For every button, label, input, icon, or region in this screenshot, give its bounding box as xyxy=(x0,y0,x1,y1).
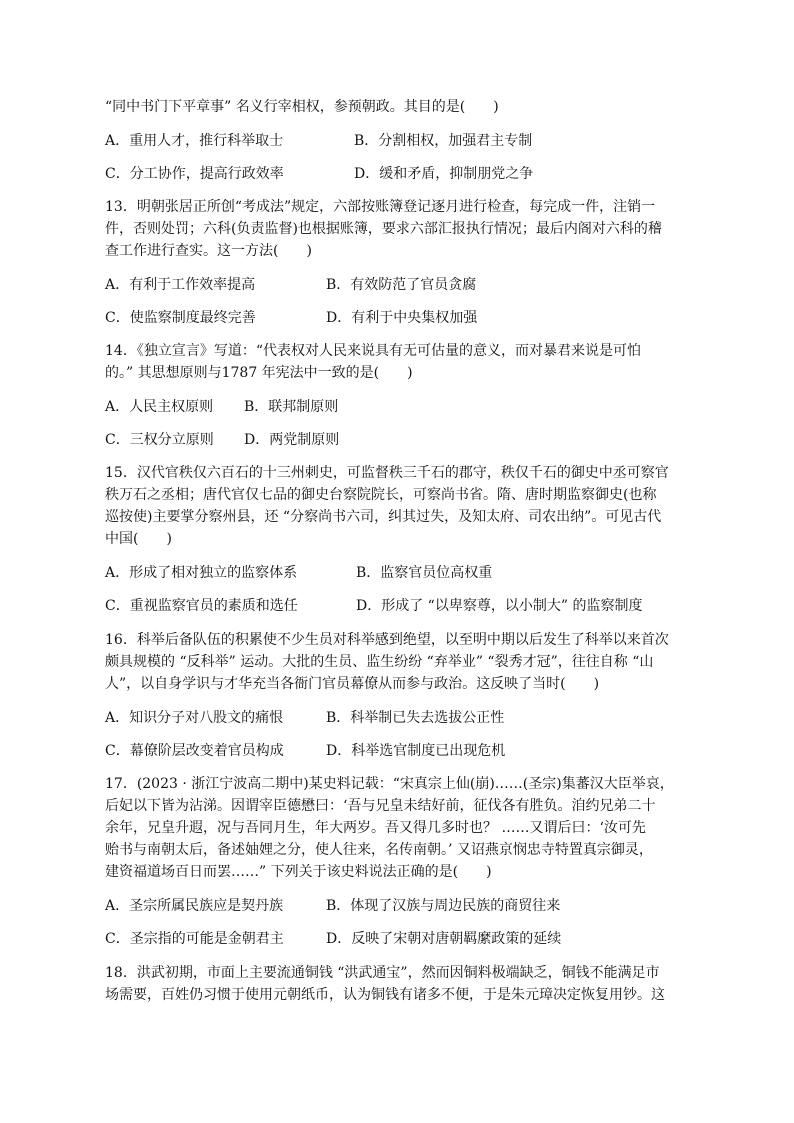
q15-stem-line-2: 秩万石之丞相；唐代官仅七品的御史台察院院长，可察尚书省。隋、唐时期监察御史(也称 xyxy=(105,487,657,503)
q13-option-a: A．有利于工作效率提高 xyxy=(105,277,256,293)
q15-option-c: C．重视监察官员的素质和选任 xyxy=(105,598,298,614)
q13-stem-line-3: 查工作进行查实。这一方法( ) xyxy=(105,243,312,259)
q17-stem-line-1: 17．(2023 · 浙江宁波高二期中)某史料记载：“宋真宗上仙(崩)……(圣宗)集蕃汉大臣举哀， xyxy=(105,776,674,792)
q17-stem-line-4: 贻书与南朝太后，备述妯娌之分，使人往来，名传南朝。’ 又诏燕京悯忠寺特置真宗御灵， xyxy=(105,842,653,858)
q13-stem-line-1: 13．明朝张居正所创“考成法”规定，六部按账簿登记逐月进行检查，每完成一件，注销一 xyxy=(105,199,656,215)
q15-option-d: D．形成了 “以卑察尊，以小制大” 的监察制度 xyxy=(356,598,643,614)
q17-stem-line-3: 余年，兄皇升遐，况与吾同月生，年大两岁。吾又得几多时也？ ……又谓后曰：‘汝可先 xyxy=(105,820,646,836)
q12-option-b: B．分割相权，加强君主专制 xyxy=(354,133,533,149)
q15-stem-line-1: 15．汉代官秩仅六百石的十三州刺史，可监督秩三千石的郡守，秩仅千石的御史中丞可察官 xyxy=(105,465,669,481)
q15-stem-line-4: 中国( ) xyxy=(105,531,172,547)
q17-option-b: B．体现了汉族与周边民族的商贸往来 xyxy=(326,898,561,914)
q16-option-a: A．知识分子对八股文的痛恨 xyxy=(105,710,284,726)
q14-option-a: A．人民主权原则 xyxy=(105,399,214,415)
q15-stem-line-3: 巡按使)主要掌分察州县，还 “分察尚书六司，纠其过失，及知太府、司农出纳”。可见古代 xyxy=(105,509,662,525)
q18-stem-line-2: 场需要，百姓仍习惯于使用元朝纸币，认为铜钱有诸多不便，于是朱元璋决定恢复用钞。这 xyxy=(105,987,665,1003)
q15-option-b: B．监察官员位高权重 xyxy=(356,565,493,581)
q14-stem-line-2: 的。” 其思想原则与1787 年宪法中一致的是( ) xyxy=(105,365,413,381)
q13-stem-line-2: 件，否则处罚；六科(负责监督)也根据账簿，要求六部汇报执行情况；最后内阁对六科的稽 xyxy=(105,221,662,237)
q18-stem-line-1: 18．洪武初期，市面上主要流通铜钱 “洪武通宝”，然而因铜料极端缺乏，铜钱不能满足市 xyxy=(105,965,660,981)
q16-stem-line-1: 16．科举后备队伍的积累使不少生员对科举感到绝望，以至明中期以后发生了科举以来首次 xyxy=(105,632,669,648)
q14-option-d: D．两党制原则 xyxy=(244,432,340,448)
q16-option-b: B．科举制已失去选拔公正性 xyxy=(326,710,505,726)
q13-option-d: D．有利于中央集权加强 xyxy=(326,310,478,326)
q14-option-c: C．三权分立原则 xyxy=(105,432,214,448)
q12-option-d: D．缓和矛盾，抑制朋党之争 xyxy=(354,166,534,182)
q14-option-b: B．联邦制原则 xyxy=(244,399,339,415)
q12-option-c: C．分工协作，提高行政效率 xyxy=(105,166,284,182)
q17-option-a: A．圣宗所属民族应是契丹族 xyxy=(105,898,284,914)
q12-stem: “同中书门下平章事” 名义行宰相权，参预朝政。其目的是( ) xyxy=(105,99,499,115)
q16-option-c: C．幕僚阶层改变着官员构成 xyxy=(105,743,284,759)
q17-option-c: C．圣宗指的可能是金朝君主 xyxy=(105,931,284,947)
q16-stem-line-3: 人”，以自身学识与才华充当各衙门官员幕僚从而参与政治。这反映了当时( ) xyxy=(105,676,600,692)
q12-option-a: A．重用人才，推行科举取士 xyxy=(105,133,284,149)
q13-option-b: B．有效防范了官员贪腐 xyxy=(326,277,477,293)
q17-stem-line-2: 后妃以下皆为沾涕。因谓宰臣德懋曰：‘吾与兄皇未结好前，征伐各有胜负。洎约兄弟二十 xyxy=(105,798,656,814)
q13-option-c: C．使监察制度最终完善 xyxy=(105,310,256,326)
q17-stem-line-5: 建资福道场百日而罢……” 下列关于该史料说法正确的是( ) xyxy=(105,864,492,880)
q14-stem-line-1: 14．《独立宣言》写道：“代表权对人民来说具有无可估量的意义，而对暴君来说是可怕 xyxy=(105,343,641,359)
q16-stem-line-2: 颇具规模的 “反科举” 运动。大批的生员、监生纷纷 “弃举业” “裂秀才冠”，往往自称 “山 xyxy=(105,654,654,670)
q15-option-a: A．形成了相对独立的监察体系 xyxy=(105,565,298,581)
q17-option-d: D．反映了宋朝对唐朝羁縻政策的延续 xyxy=(326,931,562,947)
q16-option-d: D．科举选官制度已出现危机 xyxy=(326,743,506,759)
